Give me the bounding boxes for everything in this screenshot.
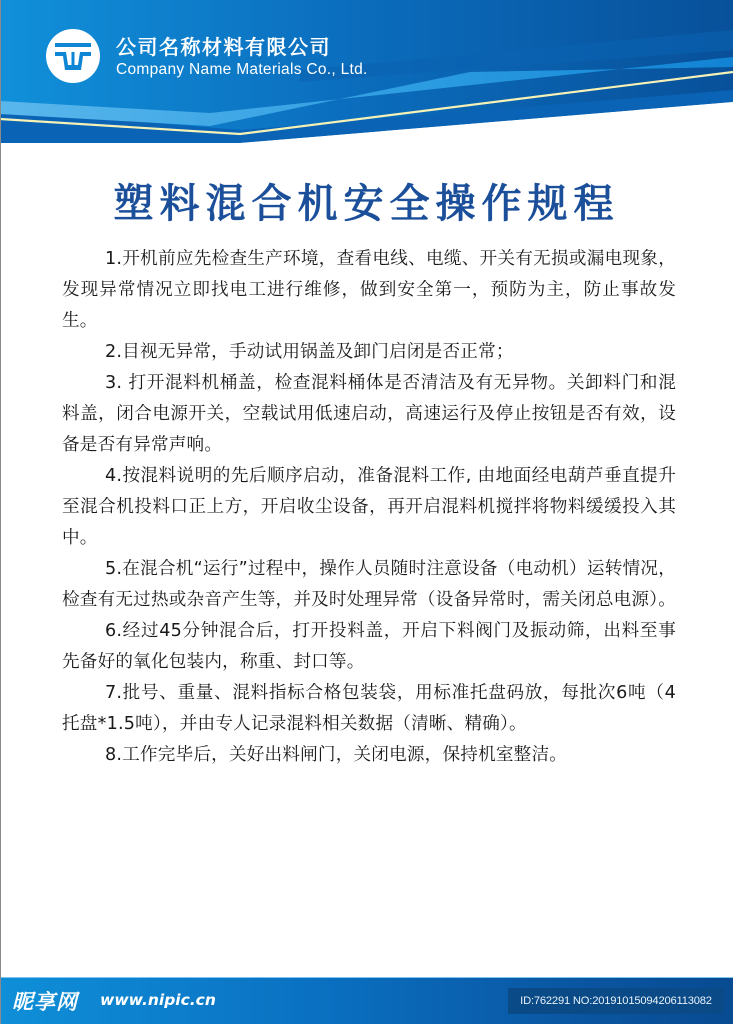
company-name-cn: 公司名称材料有限公司 — [116, 35, 331, 59]
procedure-step-1: 1.开机前应先检查生产环境，查看电线、电缆、开关有无损或漏电现象，发现异常情况立即找电工进行维修，做到安全第一，预防为主，防止事故发生。 — [62, 249, 676, 331]
site-url-link[interactable]: www.nipic.cn — [100, 991, 216, 1009]
page-left-border — [0, 0, 1, 1024]
procedure-step-3: 3. 打开混料机桶盖，检查混料桶体是否清洁及有无异物。关卸料门和混料盖，闭合电源开关，空载试用低速启动，高速运行及停止按钮是否有效，设备是否有异常声响。 — [62, 373, 676, 455]
procedure-step-2: 2.目视无异常，手动试用锅盖及卸门启闭是否正常； — [105, 342, 514, 362]
procedure-step-4: 4.按混料说明的先后顺序启动，准备混料工作, 由地面经电葫芦垂直提升至混合机投料口正上方，开启收尘设备，再开启混料机搅拌将物料缓缓投入其中。 — [62, 466, 676, 548]
procedure-step-8: 8.工作完毕后，关好出料闸门，关闭电源，保持机室整洁。 — [105, 745, 568, 765]
header-banner — [0, 0, 733, 150]
company-name-en: Company Name Materials Co., Ltd. — [116, 61, 368, 78]
procedure-step-6: 6.经过45分钟混合后，打开投料盖，开启下料阀门及振动筛，出料至事先备好的氧化包装内，称重、封口等。 — [62, 621, 676, 672]
company-logo-icon — [46, 29, 100, 83]
document-title: 塑料混合机安全操作规程 — [113, 181, 620, 227]
procedure-list — [62, 244, 676, 771]
procedure-step-7: 7.批号、重量、混料指标合格包装袋，用标准托盘码放，每批次6吨（4托盘*1.5吨），并由专人记录混料相关数据（清晰、精确）。 — [62, 683, 676, 734]
watermark-footer — [0, 977, 733, 1024]
procedure-step-5: 5.在混合机“运行”过程中，操作人员随时注意设备（电动机）运转情况，检查有无过热或杂音产生等，并及时处理异常（设备异常时，需关闭总电源）。 — [62, 559, 676, 610]
site-logo: 昵享网 — [12, 990, 78, 1014]
image-id-badge: ID:762291 NO:20191015094206113082 — [508, 988, 724, 1014]
